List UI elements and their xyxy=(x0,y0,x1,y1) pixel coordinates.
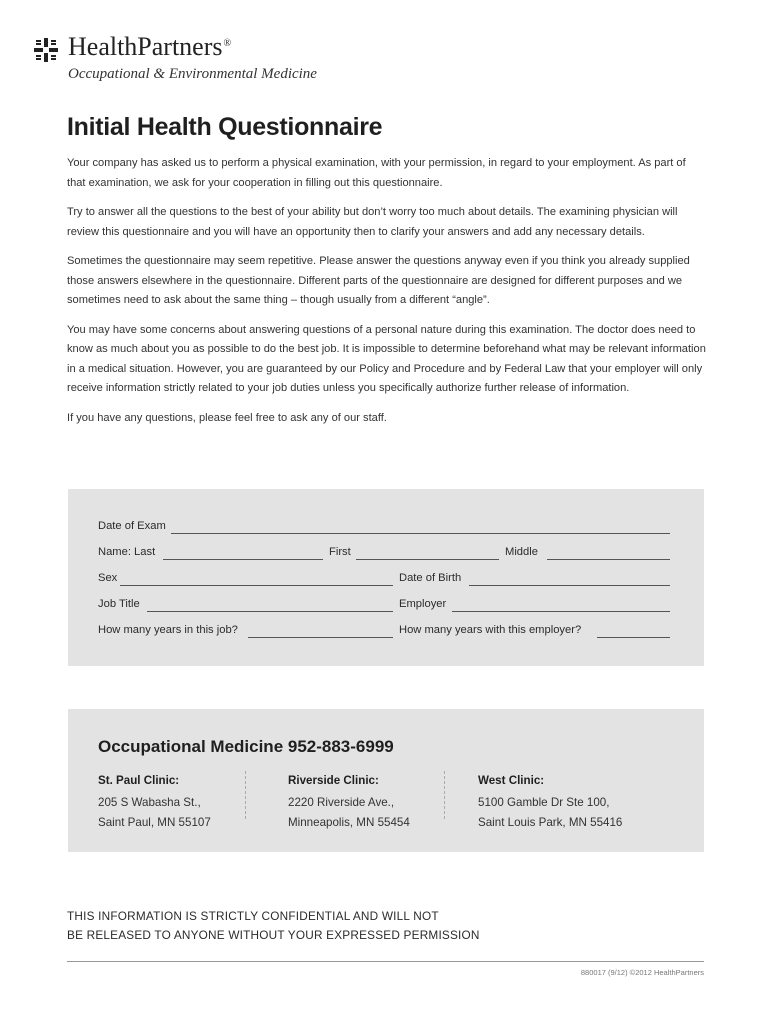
contact-box xyxy=(68,709,704,852)
footer-divider xyxy=(67,961,704,962)
date-of-birth-field[interactable] xyxy=(469,585,670,586)
last-name-field[interactable] xyxy=(163,559,323,560)
first-name-label: First xyxy=(329,546,351,558)
form-row-years xyxy=(98,624,670,640)
date-of-exam-label: Date of Exam xyxy=(98,520,166,532)
intro-paragraph: If you have any questions, please feel free to ask any of our staff. xyxy=(67,411,387,424)
years-in-job-field[interactable] xyxy=(248,637,393,638)
clinic-name: St. Paul Clinic: xyxy=(98,774,180,787)
employer-field[interactable] xyxy=(452,611,670,612)
clinic-divider xyxy=(245,771,246,819)
intro-paragraph: You may have some concerns about answering questions of a personal nature during this examination. The doctor does need to know as much about you as possible to do the best job. It is impossible to determine beforehand what may be relevant information in a medical situation. However, you are guaranteed by our Policy and Procedure and by Federal Law that your employer will only receive information strictly related to your job duties unless you specifically authorize further release of information. xyxy=(67,323,706,394)
registered-mark: ® xyxy=(223,38,232,49)
clinic-address-line2: Saint Louis Park, MN 55416 xyxy=(478,816,623,829)
form-row-date xyxy=(98,520,670,536)
job-title-field[interactable] xyxy=(147,611,393,612)
clinic-name: West Clinic: xyxy=(478,774,545,787)
first-name-field[interactable] xyxy=(356,559,499,560)
confidentiality-notice xyxy=(67,907,480,945)
middle-name-label: Middle xyxy=(505,546,538,558)
middle-name-field[interactable] xyxy=(547,559,670,560)
date-of-birth-label: Date of Birth xyxy=(399,572,462,584)
sex-label: Sex xyxy=(98,572,118,584)
form-row-job xyxy=(98,598,670,614)
brand-name: HealthPartners® xyxy=(68,32,232,61)
confidentiality-line: BE RELEASED TO ANYONE WITHOUT YOUR EXPRESSED PERMISSION xyxy=(67,928,480,942)
header-logo xyxy=(34,32,434,86)
intro-text xyxy=(67,154,707,438)
form-row-sex xyxy=(98,572,670,588)
sex-field[interactable] xyxy=(120,585,393,586)
brand-subtitle: Occupational & Environmental Medicine xyxy=(68,66,317,82)
intro-paragraph: Try to answer all the questions to the best of your ability but don’t worry too much about details. The examining physician will review this questionnaire and you will have an opportunity then to clarify your answers and add any necessary details. xyxy=(67,206,678,238)
name-last-label: Name: Last xyxy=(98,546,156,558)
date-of-exam-field[interactable] xyxy=(171,533,670,534)
clinic-address-line2: Saint Paul, MN 55107 xyxy=(98,816,211,829)
page-title: Initial Health Questionnaire xyxy=(67,113,383,141)
intro-paragraph: Sometimes the questionnaire may seem repetitive. Please answer the questions anyway even if you think you already supplied those answers elsewhere in the questionnaire. Different parts of the questionnaire are designed for different purposes and we sometimes need to ask about the same thing – though usually from a different “angle”. xyxy=(67,255,690,306)
form-row-name xyxy=(98,546,670,562)
clinic-west xyxy=(478,771,622,833)
intro-paragraph: Your company has asked us to perform a physical examination, with your permission, in regard to your employment. As part of that examination, we ask for your cooperation in filling out this questionnaire. xyxy=(67,157,686,189)
clinic-riverside xyxy=(288,771,410,833)
employer-label: Employer xyxy=(399,598,447,610)
footer-form-code: 880017 (9/12) ©2012 HealthPartners xyxy=(580,968,704,977)
clinic-address-line1: 5100 Gamble Dr Ste 100, xyxy=(478,796,610,809)
clinic-divider xyxy=(444,771,445,819)
clinic-st-paul xyxy=(98,771,211,833)
clinic-name: Riverside Clinic: xyxy=(288,774,379,787)
healthpartners-logo-icon xyxy=(34,38,58,62)
years-with-employer-field[interactable] xyxy=(597,637,670,638)
years-in-job-label: How many years in this job? xyxy=(98,624,238,636)
occupational-medicine-phone: Occupational Medicine 952-883-6999 xyxy=(98,737,394,756)
confidentiality-line: THIS INFORMATION IS STRICTLY CONFIDENTIAL AND WILL NOT xyxy=(67,909,439,923)
patient-info-form xyxy=(68,489,704,666)
clinic-address-line2: Minneapolis, MN 55454 xyxy=(288,816,410,829)
job-title-label: Job Title xyxy=(98,598,140,610)
clinic-address-line1: 205 S Wabasha St., xyxy=(98,796,201,809)
clinic-address-line1: 2220 Riverside Ave., xyxy=(288,796,395,809)
years-with-employer-label: How many years with this employer? xyxy=(399,624,582,636)
